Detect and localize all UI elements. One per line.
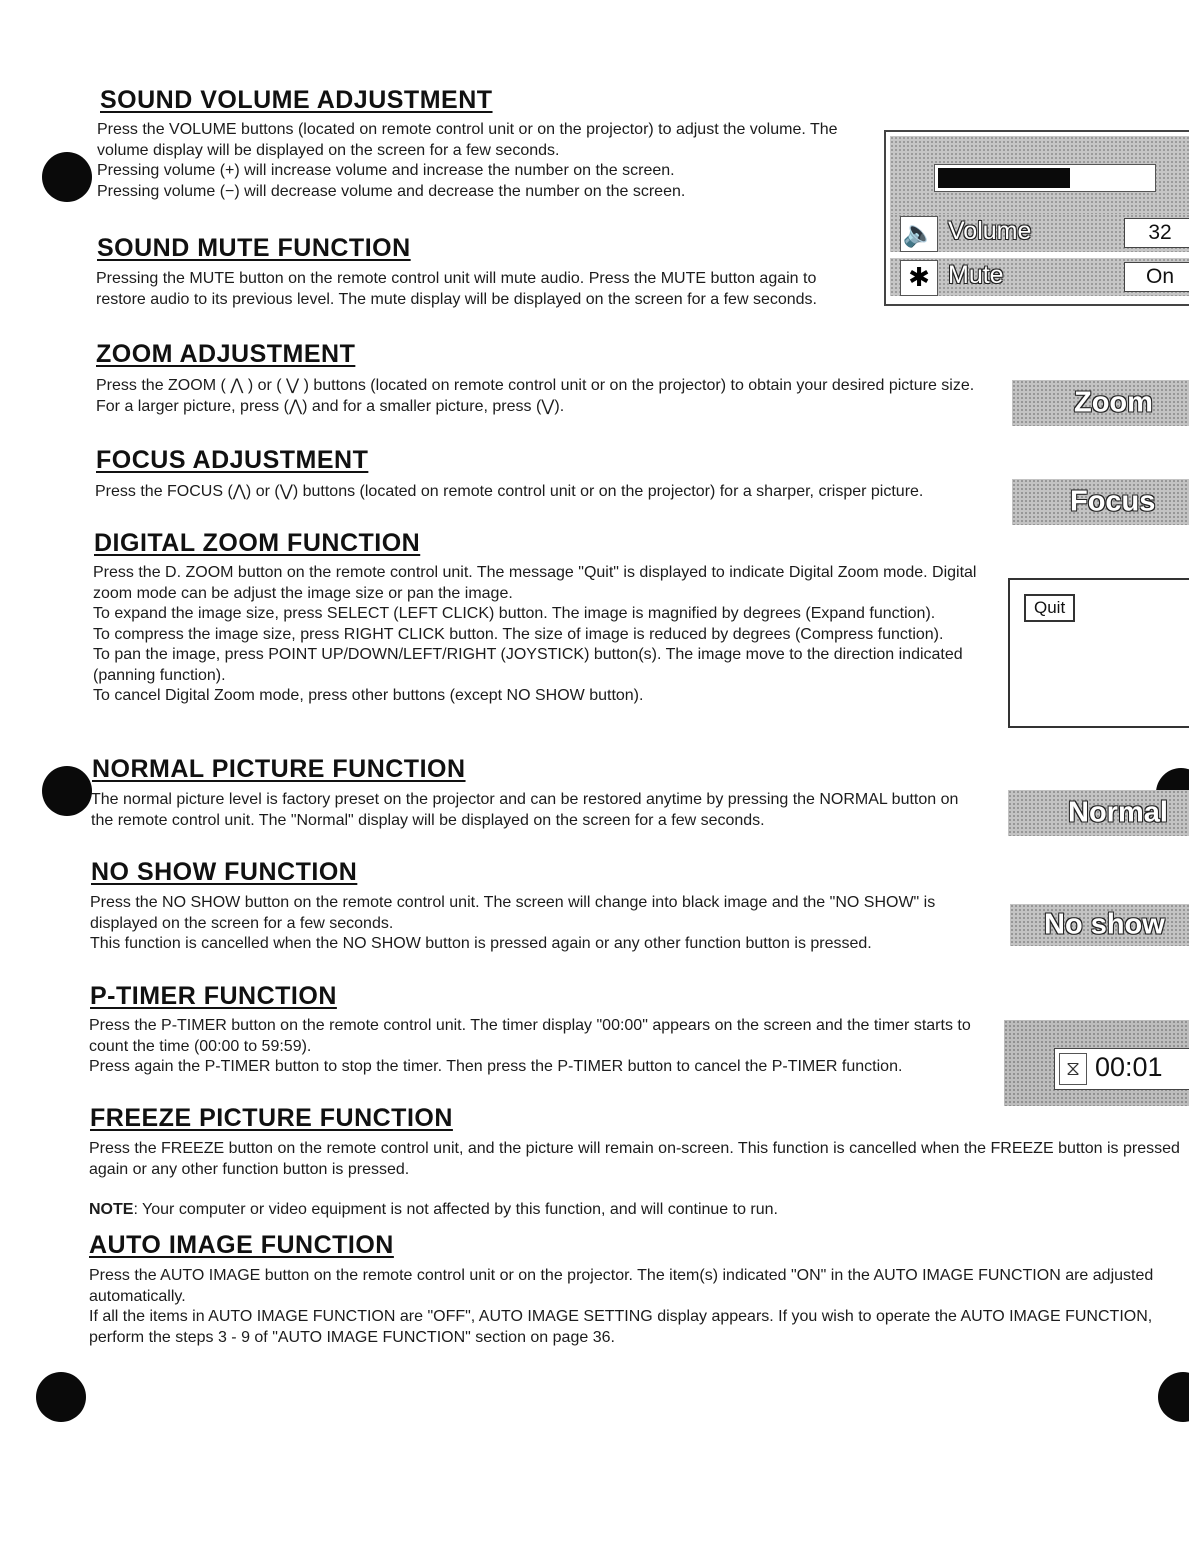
paragraph: Press again the P-TIMER button to stop the timer. Then press the P-TIMER button to cancel the P-TIMER function. [89,1058,903,1075]
section-body-digital-zoom [93,563,985,707]
no-show-osd-label: No show [1044,908,1165,941]
no-show-osd [1010,904,1189,946]
note-text: : Your computer or video equipment is not affected by this function, and will continue to run. [133,1201,778,1218]
volume-slider-fill [938,168,1070,188]
section-body-p-timer [89,1016,985,1078]
punch-hole [42,766,92,816]
section-title-p-timer: P-TIMER FUNCTION [90,982,337,1010]
timer-display [1054,1048,1189,1090]
punch-hole [36,1372,86,1422]
section-body-freeze [89,1139,1184,1221]
mute-label: Mute [948,261,1004,289]
paragraph: To expand the image size, press SELECT (LEFT CLICK) button. The image is magnified by degrees (Expand function). [93,605,936,622]
quit-osd-panel [1008,578,1189,728]
volume-bar-area [890,136,1189,214]
paragraph: Press the FREEZE button on the remote control unit, and the picture will remain on-screen. This function is cancelled when the FREEZE button is pressed again or any other function button is pressed. [89,1140,1180,1178]
paragraph: Press the FOCUS (⋀) or (⋁) buttons (located on remote control unit or on the projector) for a sharper, crisper picture. [95,483,924,500]
section-title-focus: FOCUS ADJUSTMENT [96,446,369,474]
punch-hole [1158,1372,1189,1422]
timer-osd [1004,1020,1189,1106]
section-body-zoom [96,376,996,417]
zoom-osd [1012,380,1189,426]
normal-osd-label: Normal [1068,796,1168,829]
volume-value: 32 [1124,218,1189,248]
paragraph: To cancel Digital Zoom mode, press other buttons (except NO SHOW button). [93,687,644,704]
paragraph: Pressing the MUTE button on the remote control unit will mute audio. Press the MUTE button again to restore audio to its previous level. The mute display will be displayed on the screen for a few seconds. [96,270,817,308]
paragraph: To pan the image, press POINT UP/DOWN/LEFT/RIGHT (JOYSTICK) button(s). The image move to the direction indicated (panning function). [93,646,963,684]
section-title-normal-picture: NORMAL PICTURE FUNCTION [92,755,466,783]
paragraph: Press the NO SHOW button on the remote control unit. The screen will change into black image and the "NO SHOW" is displayed on the screen for a few seconds. [90,894,936,932]
volume-slider [934,164,1156,192]
note-label: NOTE [89,1201,134,1218]
paragraph: Press the VOLUME buttons (located on remote control unit or on the projector) to adjust the volume. The volume display will be displayed on the screen for a few seconds. [97,121,838,159]
volume-osd-panel [884,130,1189,306]
speaker-icon: 🔈 [900,216,938,252]
note [89,1200,1184,1221]
section-title-sound-mute: SOUND MUTE FUNCTION [97,234,411,262]
paragraph: The normal picture level is factory preset on the projector and can be restored anytime by pressing the NORMAL button on the remote control unit. The "Normal" display will be displayed on the screen for a few seconds. [91,791,959,829]
paragraph: Pressing volume (−) will decrease volume and decrease the number on the screen. [97,182,686,200]
paragraph: Pressing volume (+) will increase volume and increase the number on the screen. [97,162,675,179]
mute-icon: ✱ [900,260,938,296]
paragraph: If all the items in AUTO IMAGE FUNCTION are "OFF", AUTO IMAGE SETTING display appears. If you wish to operate the AUTO IMAGE FUNCTION, perform the steps 3 - 9 of "AUTO IMAGE FUNCTION" section on page 36. [89,1308,1153,1346]
volume-row [890,214,1189,252]
hourglass-icon: ⧖ [1059,1053,1087,1085]
section-body-auto-image [89,1266,1184,1348]
paragraph: To compress the image size, press RIGHT CLICK button. The size of image is reduced by degrees (Compress function). [93,625,944,643]
paragraph: Press the ZOOM ( ⋀ ) or ( ⋁ ) buttons (located on remote control unit or on the projector) to obtain your desired picture size. [96,377,975,394]
paragraph: Press the P-TIMER button on the remote control unit. The timer display "00:00" appears on the screen and the timer starts to count the time (00:00 to 59:59). [89,1017,971,1055]
section-title-auto-image: AUTO IMAGE FUNCTION [89,1231,394,1259]
section-body-sound-volume [97,120,867,202]
section-body-normal-picture [91,790,985,831]
paragraph: This function is cancelled when the NO SHOW button is pressed again or any other function button is pressed. [90,935,872,952]
mute-row [890,258,1189,296]
paragraph: Press the D. ZOOM button on the remote control unit. The message "Quit" is displayed to indicate Digital Zoom mode. Digital zoom mode can be adjust the image size or pan the image. [93,564,977,602]
paragraph: Press the AUTO IMAGE button on the remote control unit or on the projector. The item(s) indicated "ON" in the AUTO IMAGE FUNCTION are adjusted automatically. [89,1267,1154,1305]
section-body-sound-mute [96,269,866,310]
focus-osd-label: Focus [1070,485,1156,518]
section-title-zoom: ZOOM ADJUSTMENT [96,340,356,368]
zoom-osd-label: Zoom [1074,386,1153,419]
section-body-focus [95,482,995,503]
quit-button: Quit [1024,594,1075,622]
normal-osd [1008,790,1189,836]
section-title-sound-volume: SOUND VOLUME ADJUSTMENT [100,86,493,114]
mute-value: On [1124,262,1189,292]
focus-osd [1012,479,1189,525]
section-title-freeze: FREEZE PICTURE FUNCTION [90,1104,453,1132]
volume-label: Volume [948,217,1032,245]
section-body-no-show [90,893,985,955]
timer-value: 00:01 [1095,1052,1163,1082]
section-title-no-show: NO SHOW FUNCTION [91,858,358,886]
section-title-digital-zoom: DIGITAL ZOOM FUNCTION [94,529,421,557]
paragraph: For a larger picture, press (⋀) and for a smaller picture, press (⋁). [96,397,565,415]
punch-hole [42,152,92,202]
